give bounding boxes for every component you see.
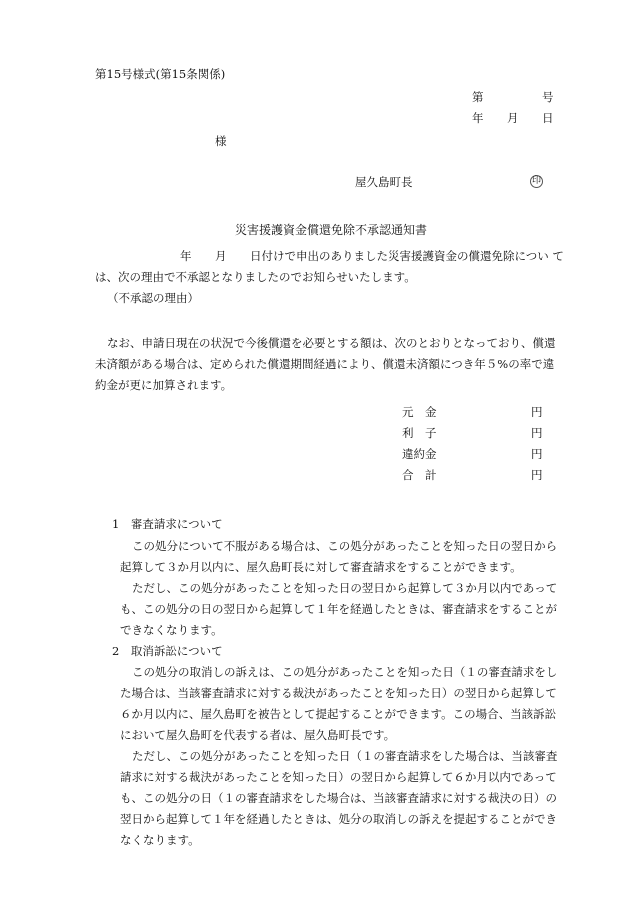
section-1-line: も、この処分の日の翌日から起算して１年を経過したときは、審査請求をすることが [120, 602, 557, 616]
amount-label-penalty: 違約金 [402, 447, 437, 461]
section-2-line: ６か月以内に、屋久島町を被告として提起することができます。この場合、当該訴訟 [120, 707, 557, 721]
amount-unit-principal: 円 [531, 405, 543, 419]
section-2-line: も、この処分の日（１の審査請求をした場合は、当該審査請求に対する裁決の日）の [120, 791, 557, 805]
amount-label-total: 合 計 [402, 468, 437, 482]
notice-line-1: なお、申請日現在の状況で今後償還を必要とする額は、次のとおりとなっており、償還 [107, 336, 556, 350]
document-number-suffix: 号 [542, 90, 554, 104]
section-1-line: ただし、この処分があったことを知った日の翌日から起算して３か月以内であって [132, 581, 558, 595]
intro-year: 年 [180, 249, 192, 263]
amount-unit-interest: 円 [531, 426, 543, 440]
date-month: 月 [507, 111, 519, 125]
section-2-line: において屋久島町を代表する者は、屋久島町長です。 [120, 728, 396, 742]
section-1-heading: 1 審査請求について [112, 517, 223, 531]
addressee-suffix: 様 [215, 134, 227, 148]
section-2-line: なくなります。 [120, 833, 200, 847]
section-2-heading: 2 取消訴訟について [112, 644, 223, 658]
amount-label-interest: 利 子 [402, 426, 437, 440]
date-year: 年 [472, 111, 484, 125]
reason-label: （不承認の理由） [107, 291, 199, 305]
form-number: 第15号様式(第15条関係) [95, 67, 226, 81]
document-number-prefix: 第 [472, 90, 484, 104]
section-2-line: 請求に対する裁決があったことを知った日）の翌日から起算して６か月以内であって [120, 770, 557, 784]
document-title: 災害援護資金償還免除不承認通知書 [235, 223, 428, 237]
section-1-line: この処分について不服がある場合は、この処分があったことを知った日の翌日から [132, 539, 558, 553]
seal-mark: 印 [531, 176, 541, 186]
intro-line-2: は、次の理由で不承認となりましたのでお知らせいたします。 [95, 270, 416, 284]
notice-line-2: 未済額がある場合は、定められた償還期間経過により、償還未済額につき年５%の率で違 [95, 357, 555, 371]
amount-unit-penalty: 円 [531, 447, 543, 461]
notice-line-3: 約金が更に加算されます。 [95, 378, 233, 392]
section-1-line: 起算して３か月以内に、屋久島町長に対して審査請求をすることができます。 [120, 560, 522, 574]
sender-name: 屋久島町長 [355, 175, 413, 189]
intro-month: 月 [215, 249, 227, 263]
section-2-line: ただし、この処分があったことを知った日（１の審査請求をした場合は、当該審査 [132, 749, 558, 763]
section-1-line: できなくなります。 [120, 623, 223, 637]
date-day: 日 [542, 111, 554, 125]
section-2-line: この処分の取消しの訴えは、この処分があったことを知った日（１の審査請求をし [132, 665, 558, 679]
amount-unit-total: 円 [531, 468, 543, 482]
section-2-line: た場合は、当該審査請求に対する裁決があったことを知った日）の翌日から起算して [120, 686, 557, 700]
amount-label-principal: 元 金 [402, 405, 437, 419]
intro-line-1: 日付けで申出のありました災害援護資金の償還免除につい て [250, 249, 564, 263]
section-2-line: 翌日から起算して１年を経過したときは、処分の取消しの訴えを提起することができ [120, 812, 557, 826]
